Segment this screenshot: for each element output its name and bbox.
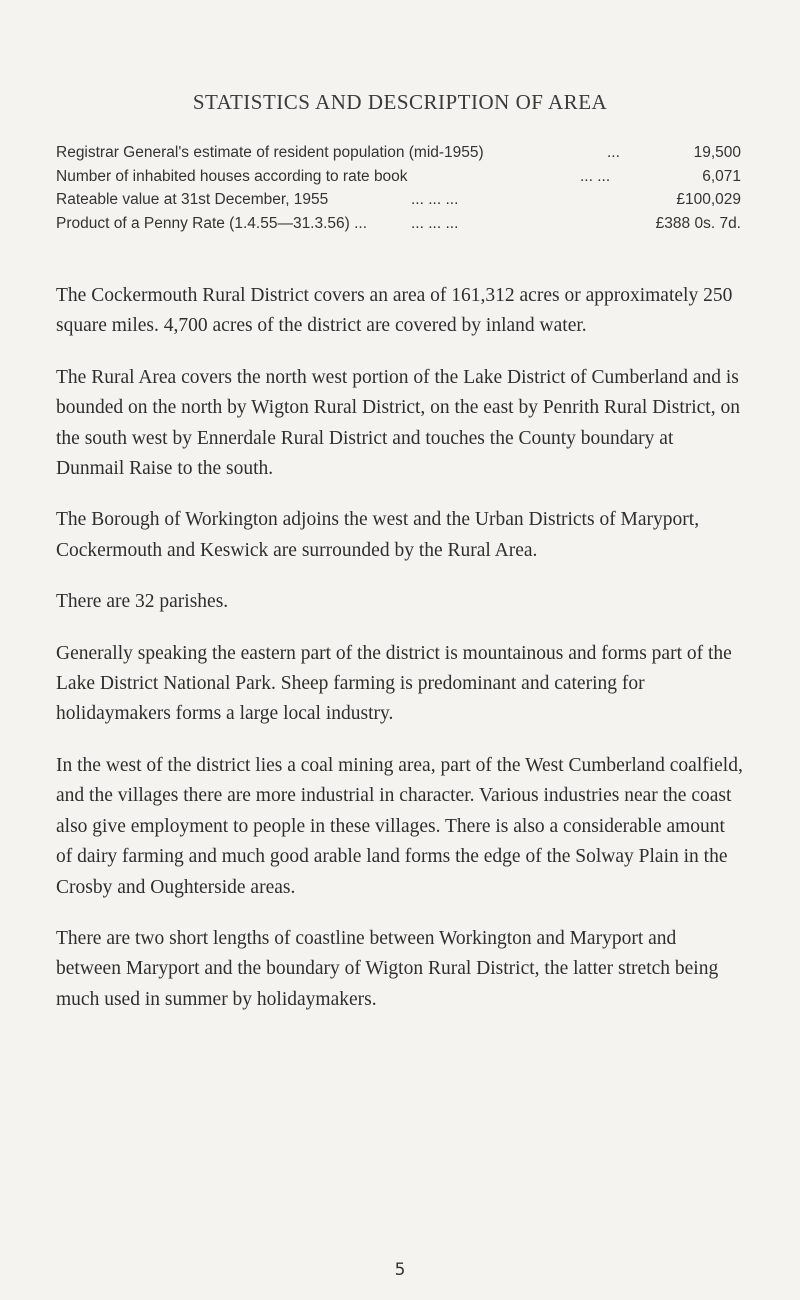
paragraph-borough: The Borough of Workington adjoins the west and the Urban Districts of Maryport, Cockermouth and Keswick are surrounded by the Rural Area.	[56, 509, 700, 561]
stat-value: 19,500	[693, 144, 741, 161]
stat-label: Number of inhabited houses according to rate book	[56, 167, 408, 185]
stat-row-rateable-value	[56, 188, 741, 212]
stat-leader-dots: ... ... ...	[411, 214, 459, 232]
stat-leader-dots: ... ...	[580, 167, 611, 185]
stat-row-penny-rate	[56, 212, 741, 236]
stat-label: Product of a Penny Rate (1.4.55—31.3.56) ...	[56, 214, 368, 232]
stat-label: Registrar General's estimate of resident population (mid-1955)	[56, 144, 484, 161]
paragraph-boundaries: The Rural Area covers the north west portion of the Lake District of Cumberland and is bounded on the north by Wigton Rural District, on the east by Penrith Rural District, on the south west by Ennerdale Rural District and touches the County boundary at Dunmail Raise to the south.	[56, 366, 740, 480]
stat-leader-dots: ... ... ...	[411, 191, 459, 208]
stat-value: £100,029	[676, 191, 741, 208]
paragraph-western-part: In the west of the district lies a coal mining area, part of the West Cumberland coalfield, and the villages there are more industrial in character. Various industries near the coast also give employment to people in these villages. There is also a considerable amount of dairy farming and much good arable land forms the edge of the Solway Plain in the Crosby and Oughterside areas.	[56, 754, 743, 898]
page-title: STATISTICS AND DESCRIPTION OF AREA	[192, 90, 608, 114]
paragraph-eastern-part: Generally speaking the eastern part of the district is mountainous and forms part of the Lake District National Park. Sheep farming is predominant and catering for holidaymakers forms a large local industry.	[56, 642, 732, 725]
page-number: 5	[394, 1260, 406, 1280]
paragraph-coastline: There are two short lengths of coastline between Workington and Maryport and between Maryport and the boundary of Wigton Rural District, the latter stretch being much used in summer by holidaymakers.	[56, 927, 719, 1010]
statistics-table	[56, 141, 741, 235]
stat-row-houses	[56, 165, 741, 189]
stat-label: Rateable value at 31st December, 1955	[56, 191, 329, 208]
stat-leader-dots: ...	[607, 144, 620, 161]
body-text	[56, 281, 744, 1036]
stat-value: 6,071	[702, 167, 741, 185]
stat-row-population	[56, 141, 741, 165]
paragraph-area: The Cockermouth Rural District covers an area of 161,312 acres or approximately 250 square miles. 4,700 acres of the district are covered by inland water.	[56, 285, 733, 337]
stat-value: £388 0s. 7d.	[655, 214, 741, 232]
paragraph-parishes: There are 32 parishes.	[56, 591, 229, 613]
